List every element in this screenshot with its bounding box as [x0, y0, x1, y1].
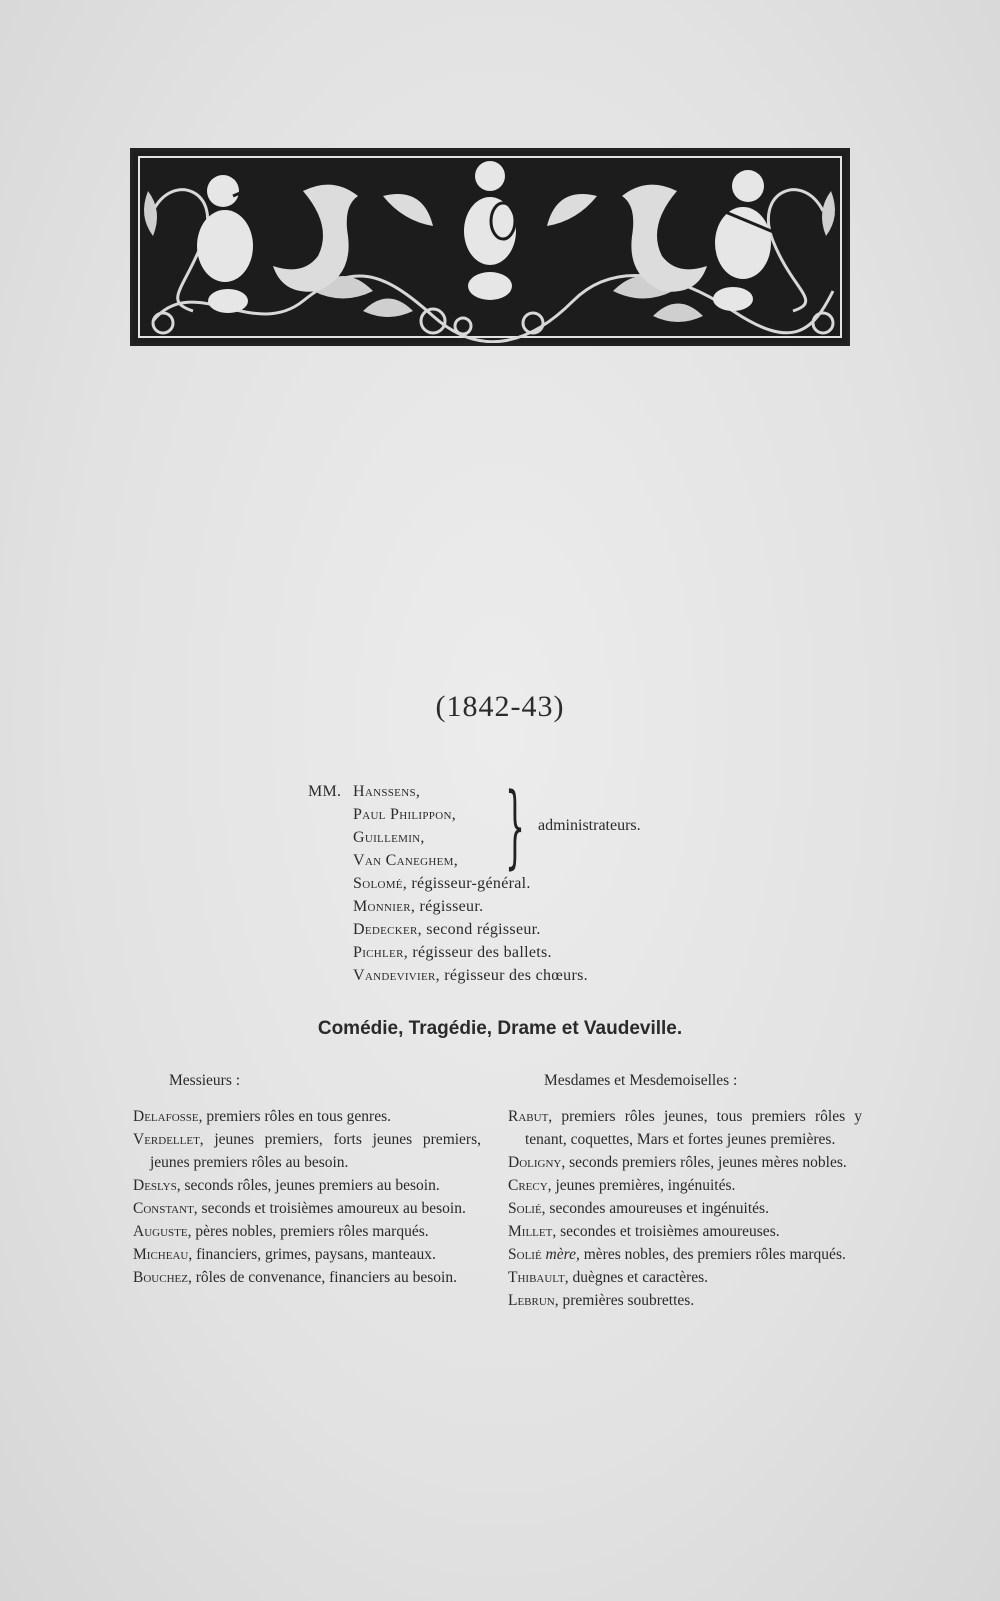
actor-roles: financiers, grimes, paysans, manteaux.	[196, 1246, 436, 1263]
men-heading: Messieurs :	[169, 1072, 241, 1089]
administrator-name: Guillemin,	[353, 829, 425, 846]
actress-roles: seconds premiers rôles, jeunes mères nobles.	[569, 1154, 847, 1171]
curly-brace-icon: }	[505, 774, 526, 879]
cast-entry	[508, 1151, 862, 1174]
actress-roles: premières soubrettes.	[562, 1292, 695, 1309]
women-column	[508, 1069, 862, 1312]
mm-prefix: MM.	[308, 783, 342, 800]
administrator-name: Paul Philippon,	[353, 806, 457, 823]
actor-roles: rôles de convenance, financiers au besoin.	[195, 1269, 457, 1286]
actor-name: Micheau,	[133, 1246, 193, 1263]
cast-entry	[133, 1174, 481, 1197]
staff-role: régisseur-général.	[411, 875, 531, 892]
actress-name: Thibault,	[508, 1269, 569, 1286]
cast-entry	[508, 1220, 862, 1243]
staff-role: régisseur des ballets.	[412, 944, 552, 961]
actor-name: Delafosse,	[133, 1108, 203, 1125]
cast-entry	[508, 1174, 862, 1197]
actor-name: Constant,	[133, 1200, 198, 1217]
cast-entry	[133, 1197, 481, 1220]
ornament-illustration	[133, 151, 847, 343]
staff-row	[308, 941, 588, 964]
actress-name: Rabut,	[508, 1108, 553, 1125]
cast-entry	[133, 1266, 481, 1289]
actor-roles: pères nobles, premiers rôles marqués.	[195, 1223, 429, 1240]
actor-name: Auguste,	[133, 1223, 192, 1240]
actor-name: Verdellet,	[133, 1131, 204, 1148]
staff-name: Vandevivier,	[353, 967, 440, 984]
staff-row	[308, 918, 588, 941]
decorative-banner-icon	[130, 148, 850, 346]
staff-name: Pichler,	[353, 944, 409, 961]
staff-name: Dedecker,	[353, 921, 422, 938]
cast-entry	[508, 1289, 862, 1312]
administrators-label: administrateurs.	[538, 817, 641, 834]
actor-roles: seconds et troisièmes amoureux au besoin.	[201, 1200, 466, 1217]
actress-roles: secondes amoureuses et ingénuités.	[549, 1200, 769, 1217]
cast-entry	[508, 1243, 862, 1266]
administrator-name: Van Caneghem,	[353, 852, 459, 869]
staff-row	[308, 872, 588, 895]
cast-entry	[508, 1105, 862, 1151]
administrator-row	[308, 780, 588, 803]
cast-entry	[508, 1266, 862, 1289]
actress-roles: mères nobles, des premiers rôles marqués.	[583, 1246, 846, 1263]
women-heading: Mesdames et Mesdemoiselles :	[544, 1072, 738, 1089]
season-year: (1842-43)	[435, 690, 565, 723]
staff-row	[308, 964, 588, 987]
actress-roles: duègnes et caractères.	[572, 1269, 709, 1286]
actress-qualifier: mère,	[545, 1246, 580, 1263]
actress-name: Doligny,	[508, 1154, 566, 1171]
actor-name: Deslys,	[133, 1177, 181, 1194]
actress-name: Millet,	[508, 1223, 557, 1240]
staff-role: régisseur des chœurs.	[444, 967, 588, 984]
actor-roles: premiers rôles en tous genres.	[206, 1108, 391, 1125]
staff-role: régisseur.	[419, 898, 484, 915]
actress-name: Crecy,	[508, 1177, 552, 1194]
staff-role: second régisseur.	[426, 921, 541, 938]
administrator-row	[308, 849, 588, 872]
actress-roles: secondes et troisièmes amoureuses.	[560, 1223, 780, 1240]
actress-name: Solié,	[508, 1200, 546, 1217]
staff-name: Monnier,	[353, 898, 416, 915]
cast-entry	[133, 1128, 481, 1174]
actor-name: Bouchez,	[133, 1269, 192, 1286]
actress-name: Lebrun,	[508, 1292, 559, 1309]
actor-roles: seconds rôles, jeunes premiers au besoin.	[184, 1177, 440, 1194]
cast-entry	[133, 1243, 481, 1266]
cast-entry	[133, 1105, 481, 1128]
administrator-name: Hanssens,	[353, 783, 421, 800]
actor-roles: jeunes premiers, forts jeunes premiers, jeunes premiers rôles au besoin.	[150, 1131, 481, 1171]
section-title: Comédie, Tragédie, Drame et Vaudeville.	[317, 1018, 683, 1039]
actress-roles: premiers rôles jeunes, tous premiers rôles y tenant, coquettes, Mars et fortes jeunes premières.	[525, 1108, 863, 1148]
men-column	[133, 1069, 481, 1289]
cast-entry	[133, 1220, 481, 1243]
actress-name: Solié	[508, 1246, 542, 1263]
staff-name: Solomé,	[353, 875, 408, 892]
staff-row	[308, 895, 588, 918]
actress-roles: jeunes premières, ingénuités.	[555, 1177, 736, 1194]
administration-list	[308, 774, 588, 987]
cast-entry	[508, 1197, 862, 1220]
